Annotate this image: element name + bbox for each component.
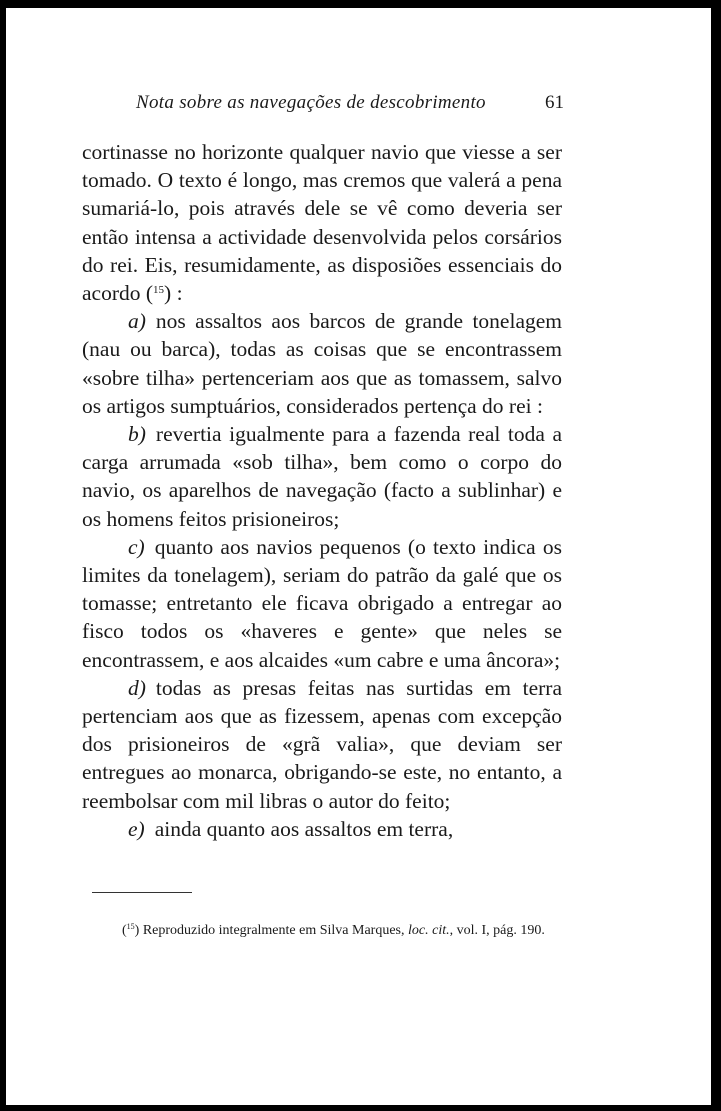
footnote-close-paren: ) <box>134 923 140 938</box>
item-label: b) <box>128 422 146 447</box>
item-label: e) <box>128 816 145 841</box>
footnote-text-end: , vol. I, pág. 190. <box>449 923 545 938</box>
body-text <box>82 138 562 843</box>
item-text: nos assaltos aos barcos de grande tonelagem (nau ou barca), todas as coisas que se encontrassem «sobre tilha» pertenceriam aos que as tomassem, salvo os artigos sumptuários, considerados pertença do rei : <box>82 309 562 418</box>
list-item <box>82 533 562 674</box>
intro-paragraph <box>82 138 562 307</box>
running-title: Nota sobre as navegações de descobrimento <box>136 92 486 113</box>
running-head <box>136 92 564 114</box>
intro-text: cortinasse no horizonte qualquer navio que viesse a ser tomado. O texto é longo, mas cremos que valerá a pena sumariá-lo, pois através dele se vê como deveria ser então intensa a actividade desenvolvida pelos corsários do rei. Eis, resumidamente, as disposiões essenciais do acordo ( <box>82 140 562 306</box>
footnote-divider <box>92 892 192 893</box>
list-item <box>82 420 562 533</box>
item-text: quanto aos navios pequenos (o texto indica os limites da tonelagem), seriam do patrão da galé que os tomasse; entretanto ele ficava obrigado a entregar ao fisco todos os «haveres e gente» que neles se encontrassem, e aos alcaides «um cabre e uma âncora»; <box>82 534 562 672</box>
footnote-number: 15 <box>126 922 135 931</box>
item-text: revertia igualmente para a fazenda real toda a carga arrumada «sob tilha», bem como o corpo do navio, os aparelhos de navegação (facto a sublinhar) e os homens feitos prisioneiros; <box>82 422 562 531</box>
item-label: c) <box>128 534 145 559</box>
item-label: a) <box>128 309 146 334</box>
footnote-reference: 15 <box>153 284 165 297</box>
page-number: 61 <box>545 92 564 113</box>
list-item <box>82 307 562 420</box>
item-text: todas as presas feitas nas surtidas em terra pertenciam aos que as fizessem, apenas com excepção dos prisioneiros de «grã valia», que deviam ser entregues ao monarca, obrigando-se este, no entanto, a reembolsar com mil libras o autor do feito; <box>82 675 562 813</box>
footnote-citation: loc. cit. <box>408 923 450 938</box>
item-label: d) <box>128 675 146 700</box>
footnote-text: Reproduzido integralmente em Silva Marques, <box>142 923 405 938</box>
book-page <box>6 8 711 1105</box>
list-item <box>82 674 562 815</box>
intro-text-end: ) : <box>164 281 183 306</box>
list-item <box>82 815 562 843</box>
footnote <box>82 920 562 941</box>
item-text: ainda quanto aos assaltos em terra, <box>154 816 454 841</box>
footnote-open-paren: ( <box>122 923 127 938</box>
